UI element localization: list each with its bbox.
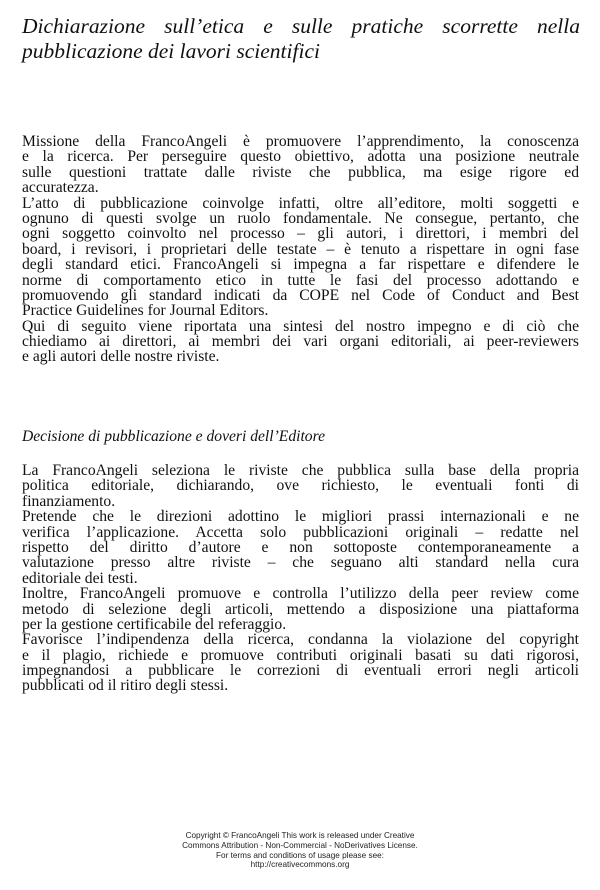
text-line: valutazione presso altre riviste – che seguano alti standard nella cura [22,554,579,572]
text-line: finanziamento. [22,492,116,510]
text-line: Inoltre, FrancoAngeli promuove e controlla l’utilizzo della peer review come [22,585,579,603]
text-line: e la ricerca. Per perseguire questo obiettivo, adotta una posizione neutrale [22,148,579,166]
text-line: Pretende che le direzioni adottino le migliori prassi internazionali e ne [22,508,579,526]
text-line: Practice Guidelines for Journal Editors. [22,302,269,320]
text-line: metodo di selezione degli articoli, mettendo a disposizione una piattaforma [22,600,579,618]
text-line: verifica l’applicazione. Accetta solo pubblicazioni originali – redatte nel [22,523,579,541]
title-line: pubblicazione dei lavori scientifici [22,39,320,63]
footer-line: Commons Attribution - Non-Commercial - NoDerivatives License. [182,840,418,850]
footer-line: For terms and conditions of usage please see: [216,850,384,860]
footer-link[interactable]: http://creativecommons.org [250,860,350,870]
text-line: chiediamo ai direttori, ai membri dei vari organi editoriali, ai peer-reviewers [22,333,579,351]
text-line: pubblicati od il ritiro degli stessi. [22,677,229,695]
text-line: Missione della FrancoAngeli è promuovere l’apprendimento, la conoscenza [22,133,579,150]
text-line: e agli autori delle nostre riviste. [22,348,220,366]
section-heading: Decisione di pubblicazione e doveri dell’Editore [22,428,325,445]
text-line: accuratezza. [22,179,99,197]
text-line: board, i revisori, i proprietari delle testate – è tenuto a rispettare in ogni fase [22,240,579,258]
editor-duties-paragraphs [22,463,579,694]
text-line: degli standard etici. FrancoAngeli si impegna a far rispettare e difendere le [22,256,579,274]
text-line: Qui di seguito viene riportata una sintesi del nostro impegno e di ciò che [22,317,579,335]
text-line: Favorisce l’indipendenza della ricerca, condanna la violazione del copyright [22,631,579,649]
text-line: norme di comportamento etico in tutte le fasi del processo adottando e [22,271,579,289]
copyright-footer [100,831,500,870]
text-line: impegnandosi a pubblicare le correzioni di eventuali errori negli articoli [22,662,579,680]
text-line: ogni soggetto coinvolto nel processo – gli autori, i direttori, i membri del [22,225,579,243]
footer-line: Copyright © FrancoAngeli This work is released under Creative [185,831,415,840]
text-line: politica editoriale, dichiarando, ove richiesto, le eventuali fonti di [22,477,579,495]
text-line: per la gestione certificabile del referaggio. [22,615,287,633]
text-line: promuovendo gli standard indicati da COPE nel Code of Conduct and Best [22,286,579,304]
intro-paragraphs [22,134,579,365]
text-line: L’atto di pubblicazione coinvolge infatti, oltre all’editore, molti soggetti e [22,194,579,212]
title-line: Dichiarazione sull’etica e sulle pratiche scorrette nella [22,14,580,38]
text-line: ognuno di questi svolge un ruolo fondamentale. Ne consegue, pertanto, che [22,209,579,227]
text-line: editoriale dei testi. [22,569,138,587]
document-title [22,14,580,64]
text-line: e il plagio, richiede e promuove contributi originali basati su dati rigorosi, [22,646,579,664]
text-line: rispetto del diritto d’autore e non sottoposte contemporaneamente a [22,538,579,556]
text-line: La FrancoAngeli seleziona le riviste che pubblica sulla base della propria [22,462,579,479]
text-line: sulle questioni trattate dalle riviste che pubblica, ma esige rigore ed [22,163,579,181]
